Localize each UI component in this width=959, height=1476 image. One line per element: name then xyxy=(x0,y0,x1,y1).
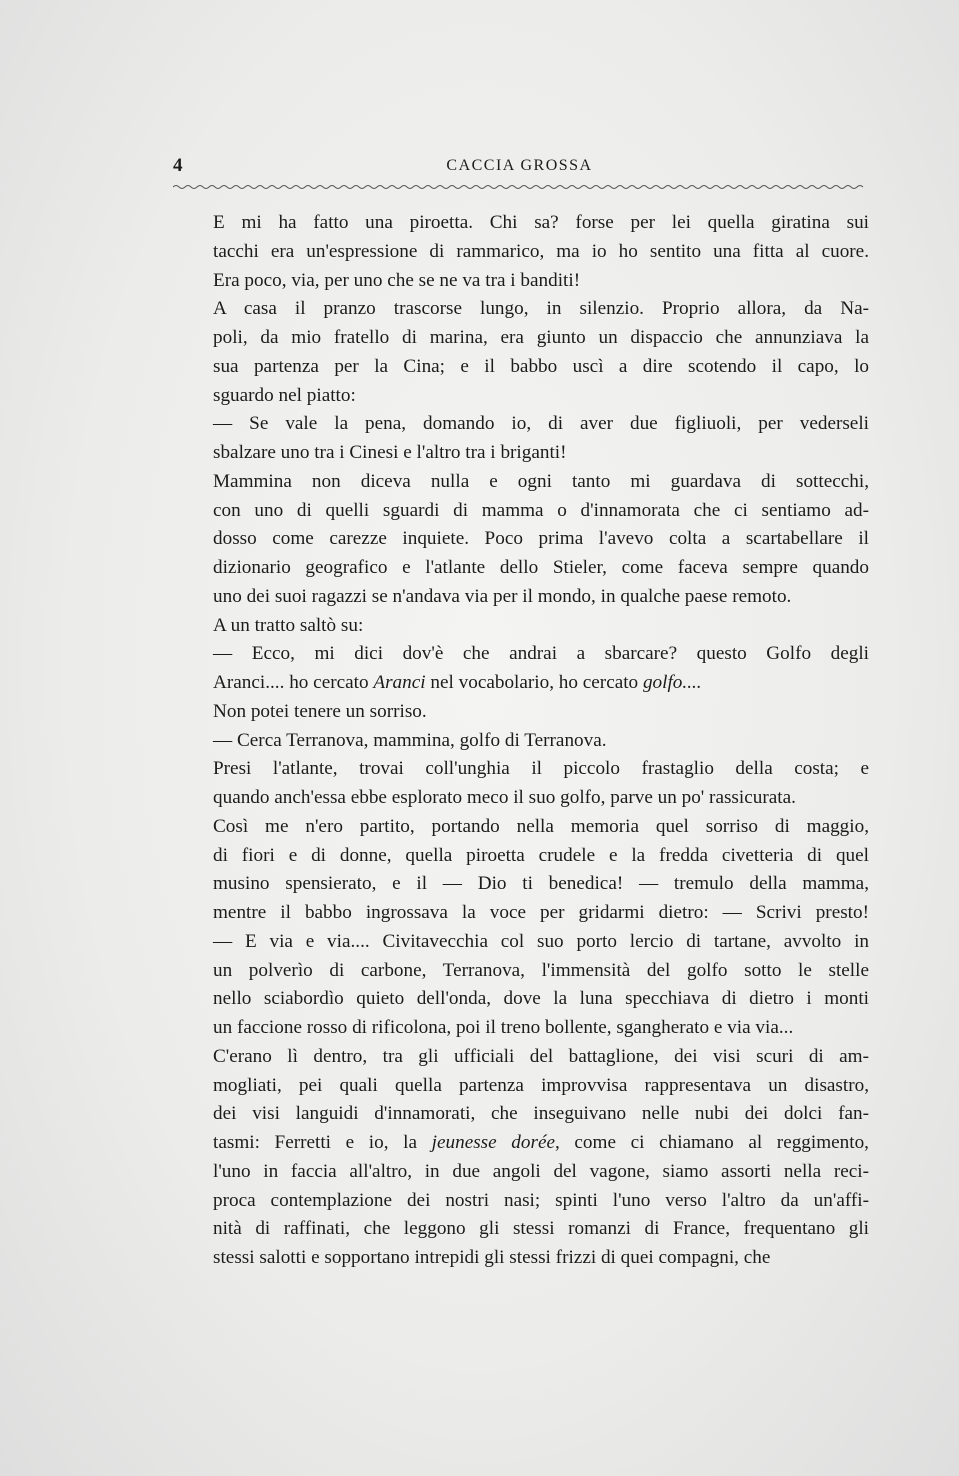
text-line: Non potei tenere un sorriso. xyxy=(213,700,427,722)
text-line: sbalzare uno tra i Cinesi e l'altro tra i briganti! xyxy=(213,442,567,463)
text-line: l'uno in faccia all'altro, in due angoli del vagone, siamo assorti nella reci- xyxy=(213,1160,869,1182)
text-line: — Ecco, mi dici dov'è che andrai a sbarcare? questo Golfo degli xyxy=(213,643,869,665)
text-line: C'erano lì dentro, tra gli ufficiali del battaglione, dei visi scuri di am- xyxy=(213,1045,869,1067)
text-line: — E via e via.... Civitavecchia col suo porto lercio di tartane, avvolto in xyxy=(213,930,869,952)
paragraph xyxy=(173,209,869,295)
text-line: — Se vale la pena, domando io, di aver due figliuoli, per vederseli xyxy=(213,413,869,435)
text-line: nità di raffinati, che leggono gli stessi romanzi di France, frequentano gli xyxy=(213,1218,869,1240)
text-line: Così me n'ero partito, portando nella memoria quel sorriso di maggio, xyxy=(213,815,869,837)
text-line: A un tratto saltò su: xyxy=(213,614,364,636)
italic-text: jeunesse dorée xyxy=(431,1132,555,1153)
text-line: un polverìo di carbone, Terranova, l'immensità del golfo sotto le stelle xyxy=(213,959,869,981)
text-line: uno dei suoi ragazzi se n'andava via per il mondo, in qualche paese remoto. xyxy=(213,585,792,607)
text-line: dosso come carezze inquiete. Poco prima l'avevo colta a scartabellare il xyxy=(213,528,869,550)
paragraph xyxy=(173,813,869,1043)
text-line: stessi salotti e sopportano intrepidi gli stessi frizzi di quei compagni, che xyxy=(213,1247,771,1268)
text-line: sua partenza per la Cina; e il babbo uscì a dire scotendo il capo, lo xyxy=(213,355,869,377)
paragraph xyxy=(173,640,869,698)
text-line: Era poco, via, per uno che se ne va tra i banditi! xyxy=(213,269,581,291)
text-line: nello sciabordìo quieto dell'onda, dove la luna specchiava di dietro i monti xyxy=(213,988,869,1010)
text-line: mentre il babbo ingrossava la voce per gridarmi dietro: — Scrivi presto! xyxy=(213,902,869,923)
paragraph xyxy=(173,410,869,468)
text-line: E mi ha fatto una piroetta. Chi sa? forse per lei quella giratina sui xyxy=(213,212,869,233)
running-title: CACCIA GROSSA xyxy=(446,157,593,174)
text-line: proca contemplazione dei nostri nasi; spinti l'uno verso l'altro da un'affi- xyxy=(213,1189,869,1211)
italic-text: golfo.... xyxy=(642,672,702,693)
text-line: musino spensierato, e il — Dio ti benedica! — tremulo della mamma, xyxy=(213,873,869,895)
paragraph xyxy=(173,727,869,756)
body-text xyxy=(173,209,869,1273)
text-line: dizionario geografico e l'atlante dello Stieler, come faceva sempre quando xyxy=(213,557,869,578)
text-line: sguardo nel piatto: xyxy=(213,384,356,406)
paragraph xyxy=(173,698,869,727)
text-line: — Cerca Terranova, mammina, golfo di Terranova. xyxy=(213,729,607,751)
paragraph xyxy=(173,468,869,612)
paragraph xyxy=(173,755,869,813)
text-line: Presi l'atlante, trovai coll'unghia il piccolo frastaglio della costa; e xyxy=(213,758,869,780)
text-line: quando anch'essa ebbe esplorato meco il suo golfo, parve un po' rassicurata. xyxy=(213,787,796,808)
header-rule xyxy=(173,184,866,190)
text-line: tasmi: Ferretti e io, la jeunesse dorée, come ci chiamano al reggimento, xyxy=(213,1132,869,1153)
text-line: mogliati, pei quali quella partenza improvvisa rappresentava un disastro, xyxy=(213,1074,869,1096)
text-line: poli, da mio fratello di marina, era giunto un dispaccio che annunziava la xyxy=(213,327,869,348)
text-line: con uno di quelli sguardi di mamma o d'innamorata che ci sentiamo ad- xyxy=(213,499,869,521)
paragraph xyxy=(173,612,869,641)
text-line: dei visi languidi d'innamorati, che inseguivano nelle nubi dei dolci fan- xyxy=(213,1103,869,1125)
text-line: tacchi era un'espressione di rammarico, ma io ho sentito una fitta al cuore. xyxy=(213,240,869,262)
text-line: Mammina non diceva nulla e ogni tanto mi guardava di sottecchi, xyxy=(213,470,869,492)
italic-text: Aranci xyxy=(373,672,426,693)
paragraph xyxy=(173,295,869,410)
paragraph xyxy=(173,1043,869,1273)
text-line: di fiori e di donne, quella piroetta crudele e la fredda civetteria di quel xyxy=(213,844,869,866)
page-header xyxy=(173,155,866,185)
text-line: un faccione rosso di rificolona, poi il treno bollente, sgangherato e via via... xyxy=(213,1017,794,1038)
text-line: Aranci.... ho cercato Aranci nel vocabolario, ho cercato golfo.... xyxy=(213,672,702,693)
page-number: 4 xyxy=(173,155,183,176)
text-line: A casa il pranzo trascorse lungo, in silenzio. Proprio allora, da Na- xyxy=(213,298,869,320)
